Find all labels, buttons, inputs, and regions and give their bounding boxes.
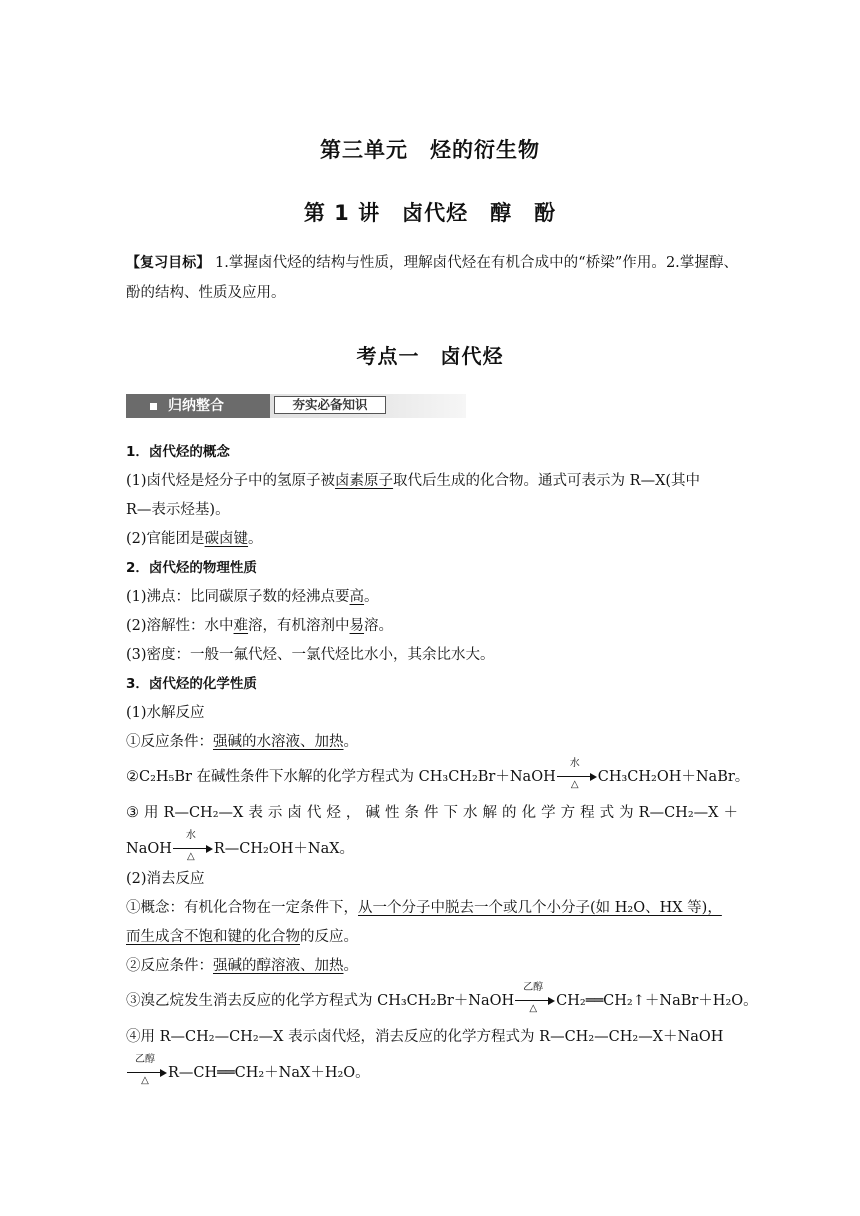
text: NaOH: [126, 841, 172, 857]
text: ①概念：有机化合物在一定条件下，: [126, 900, 358, 916]
equation-word: 的: [502, 805, 517, 821]
equation-word: 水: [463, 805, 478, 821]
text: ③溴乙烷发生消去反应的化学方程式为 CH₃CH₂Br＋NaOH: [126, 993, 515, 1009]
topic-title: 考点一 卤代烃: [356, 344, 504, 368]
reaction-arrow-icon: [127, 1054, 167, 1086]
text: ①反应条件：: [126, 734, 213, 750]
paragraph: [126, 923, 738, 952]
arrow-condition-top: 乙醇: [135, 1054, 155, 1065]
equation-word: 为: [619, 805, 634, 821]
reaction-arrow-icon: [557, 758, 597, 790]
equation-word: 学: [541, 805, 556, 821]
text: 。: [343, 958, 358, 974]
review-goals-text: 1.掌握卤代烃的结构与性质，理解卤代烃在有机合成中的“桥梁”作用。2.掌握醇、酚的结构、性质及应用。: [126, 255, 739, 301]
subsection-elimination: (2)消去反应: [126, 871, 205, 887]
arrow-condition-top: 乙醇: [523, 982, 544, 993]
paragraph: [126, 583, 738, 612]
equation-line: [126, 1053, 738, 1089]
arrow-condition-bottom: △: [570, 779, 579, 790]
equation-word: 碱: [365, 805, 380, 821]
text: ②C₂H₅Br 在碱性条件下水解的化学方程式为 CH₃CH₂Br＋NaOH: [126, 769, 556, 785]
equation-word: 解: [482, 805, 498, 821]
answer-underline: 碳卤键: [204, 531, 249, 547]
answer-underline: 从一个分子中脱去一个或几个小分子(如 H₂O、HX 等)，: [358, 900, 722, 916]
lecture-title: 第 1 讲 卤代烃 醇 酚: [303, 201, 557, 225]
arrow-condition-bottom: △: [187, 851, 195, 862]
equation-word: 程: [580, 805, 595, 821]
text: (1)卤代烃是烃分子中的氢原子被: [126, 473, 336, 489]
equation-word: R—CH₂—X: [163, 805, 244, 821]
answer-underline: 易: [349, 618, 365, 634]
answer-underline: 而生成含不饱和键的化合物: [126, 929, 300, 945]
text: 。: [343, 734, 358, 750]
text: 溶，有机溶剂中: [248, 618, 350, 634]
paragraph: [126, 525, 738, 554]
equation-line: ④用 R—CH₂—CH₂—X 表示卤代烃，消去反应的化学方程式为 R—CH₂—CH₂—X＋NaOH: [126, 1029, 724, 1045]
reaction-arrow-icon: [515, 982, 555, 1014]
text: R—CH₂OH＋NaX。: [213, 841, 355, 857]
answer-underline: 卤素原子: [335, 473, 394, 489]
text: (2)官能团是: [126, 531, 205, 547]
review-goals: [126, 248, 738, 308]
equation-word: 烃: [326, 805, 341, 821]
equation-line-justified: [126, 793, 738, 829]
equation-word: 示: [267, 805, 283, 821]
equation-word: 件: [423, 805, 439, 821]
text: 的反应。: [300, 929, 358, 945]
answer-underline: 强碱的水溶液、加热: [213, 734, 344, 750]
text: ②反应条件：: [126, 958, 213, 974]
reaction-arrow-icon: [173, 830, 213, 862]
review-goals-tag: 【复习目标】: [126, 255, 211, 271]
equation-word: 下: [443, 805, 458, 821]
arrow-condition-top: 水: [569, 758, 580, 769]
paragraph: [126, 467, 738, 496]
paragraph: [126, 952, 738, 981]
section-banner: [126, 394, 466, 418]
section-heading-chemical: 3．卤代烃的化学性质: [126, 676, 257, 692]
arrow-condition-top: 水: [185, 830, 196, 841]
equation-word: ＋: [723, 805, 738, 821]
equation-word: 代: [306, 805, 322, 821]
paragraph: R—表示烃基)。: [126, 502, 230, 518]
equation-word: ③: [126, 805, 139, 821]
text: 取代后生成的化合物。通式可表示为 R—X(其中: [393, 473, 701, 489]
answer-underline: 强碱的醇溶液、加热: [213, 958, 344, 974]
text: R—CH══CH₂＋NaX＋H₂O。: [168, 1065, 370, 1081]
paragraph: [126, 894, 738, 923]
banner-sublabel: 夯实必备知识: [274, 396, 386, 414]
text: 。: [248, 531, 263, 547]
equation-word: R—CH₂—X: [638, 805, 719, 821]
subsection-hydrolysis: (1)水解反应: [126, 705, 205, 721]
square-bullet-icon: [150, 403, 157, 410]
paragraph: [126, 612, 738, 641]
banner-label: [126, 394, 270, 418]
equation-word: 化: [521, 805, 537, 821]
arrow-condition-bottom: △: [529, 1003, 538, 1014]
equation-line: [126, 829, 738, 865]
equation-word: 表: [248, 805, 263, 821]
text: CH₃CH₂OH＋NaBr。: [597, 769, 750, 785]
text: (2)溶解性：水中: [126, 618, 234, 634]
answer-underline: 难: [233, 618, 249, 634]
equation-line: [126, 981, 758, 1017]
answer-underline: 高: [349, 589, 365, 605]
text: (1)沸点：比同碳原子数的烃沸点要: [126, 589, 350, 605]
section-heading-concept: 1．卤代烃的概念: [126, 444, 230, 460]
equation-word: 用: [144, 805, 159, 821]
equation-word: 条: [404, 805, 419, 821]
section-heading-physical: 2．卤代烃的物理性质: [126, 560, 257, 576]
text: 溶。: [364, 618, 394, 634]
equation-word: 卤: [287, 805, 302, 821]
equation-word: 方: [560, 805, 576, 821]
equation-line: [126, 757, 750, 793]
equation-word: ，: [345, 805, 361, 821]
paragraph: [126, 728, 738, 757]
unit-title: 第三单元 烃的衍生物: [320, 138, 540, 162]
paragraph: (3)密度：一般一氟代烃、一氯代烃比水小，其余比水大。: [126, 647, 495, 663]
text: 。: [364, 589, 379, 605]
text: CH₂══CH₂↑＋NaBr＋H₂O。: [556, 993, 758, 1009]
banner-label-text: 归纳整合: [168, 398, 224, 414]
equation-word: 性: [384, 805, 400, 821]
equation-word: 式: [599, 805, 615, 821]
content-body: [126, 438, 758, 1089]
arrow-condition-bottom: △: [141, 1075, 149, 1086]
